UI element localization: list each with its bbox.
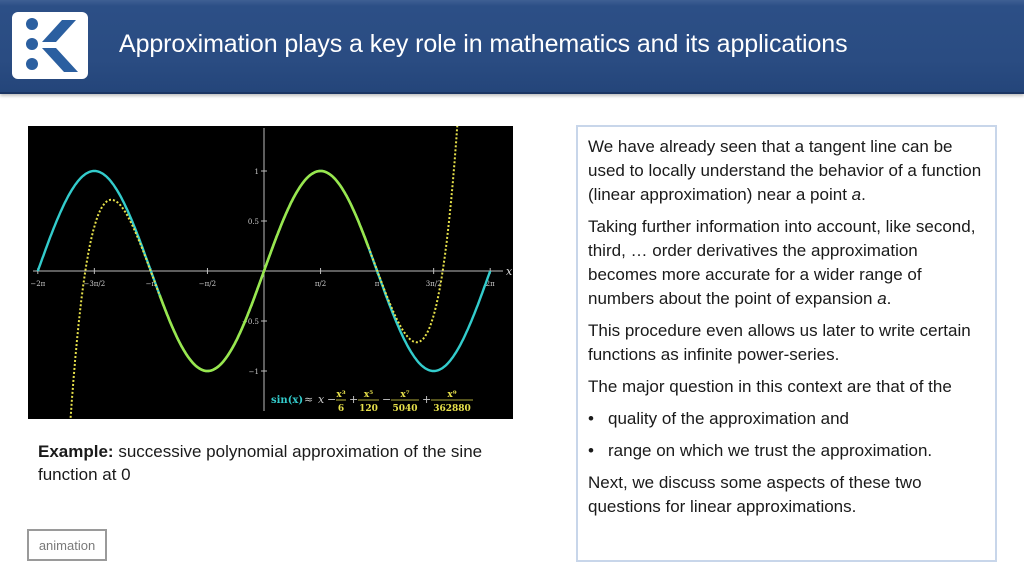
formula-sign: + bbox=[349, 393, 359, 406]
y-tick-label: −1 bbox=[248, 368, 259, 376]
y-tick-label: −0.5 bbox=[242, 318, 259, 326]
paragraph-next: Next, we discuss some aspects of these two questions for linear approximations. bbox=[588, 473, 922, 516]
formula-lhs: sin(x) bbox=[271, 395, 304, 406]
x-axis-label: x bbox=[506, 265, 513, 278]
x-tick-label: −3π/2 bbox=[83, 280, 106, 288]
formula-numerator: x⁷ bbox=[400, 390, 410, 400]
formula-denominator: 120 bbox=[359, 404, 378, 414]
header-bar bbox=[0, 0, 1024, 94]
formula-numerator: x⁹ bbox=[447, 390, 457, 400]
page-title: Approximation plays a key role in mathematics and its applications bbox=[119, 30, 848, 58]
formula-numerator: x⁵ bbox=[363, 390, 374, 400]
formula-sign: + bbox=[422, 393, 432, 406]
paragraph-tangent: We have already seen that a tangent line can be used to locally understand the behavior of a function (linear approximation) near a point a. bbox=[588, 137, 982, 204]
formula-denominator: 6 bbox=[337, 404, 345, 414]
x-tick-label: −2π bbox=[30, 280, 46, 288]
x-tick-label: −π/2 bbox=[198, 280, 217, 288]
formula-term: x bbox=[318, 393, 325, 406]
paragraph-derivatives: Taking further information into account, like second, third, … order derivatives the approximation becomes more accurate for a wider range of numbers about the point of expansion a. bbox=[588, 217, 976, 308]
paragraph-power-series: This procedure even allows us later to write certain functions as infinite power-series. bbox=[588, 321, 971, 364]
formula-denominator: 362880 bbox=[433, 404, 471, 414]
formula-sign: − bbox=[382, 393, 392, 406]
sine-approximation-graph bbox=[28, 126, 513, 419]
formula-approx-sign: ≈ bbox=[304, 393, 314, 406]
bullet-icon: • bbox=[588, 409, 594, 428]
animation-button[interactable]: animation bbox=[27, 529, 107, 561]
example-label: Example: bbox=[38, 442, 114, 461]
x-tick-label: −π bbox=[145, 280, 157, 288]
formula-numerator: x³ bbox=[336, 390, 346, 400]
y-tick-label: 1 bbox=[254, 168, 259, 176]
bullet-quality: • quality of the approximation and bbox=[588, 407, 987, 431]
x-tick-label: π/2 bbox=[314, 280, 327, 288]
example-caption bbox=[38, 440, 508, 486]
y-tick-label: 0.5 bbox=[247, 218, 259, 226]
formula-sign: − bbox=[327, 393, 337, 406]
bullet-range: • range on which we trust the approximation. bbox=[588, 439, 987, 463]
k-logo-icon bbox=[12, 12, 88, 79]
x-tick-label: π bbox=[374, 280, 380, 288]
sine-approximation-figure bbox=[28, 126, 513, 419]
x-tick-label: 2π bbox=[485, 280, 495, 288]
paragraph-major-question: The major question in this context are that of the bbox=[588, 377, 952, 396]
bullet-icon: • bbox=[588, 441, 594, 460]
example-text: successive polynomial approximation of the sine function at 0 bbox=[38, 442, 483, 484]
formula-denominator: 5040 bbox=[392, 404, 418, 414]
x-tick-label: 3π/2 bbox=[425, 280, 442, 288]
explanation-textbox bbox=[576, 125, 997, 562]
